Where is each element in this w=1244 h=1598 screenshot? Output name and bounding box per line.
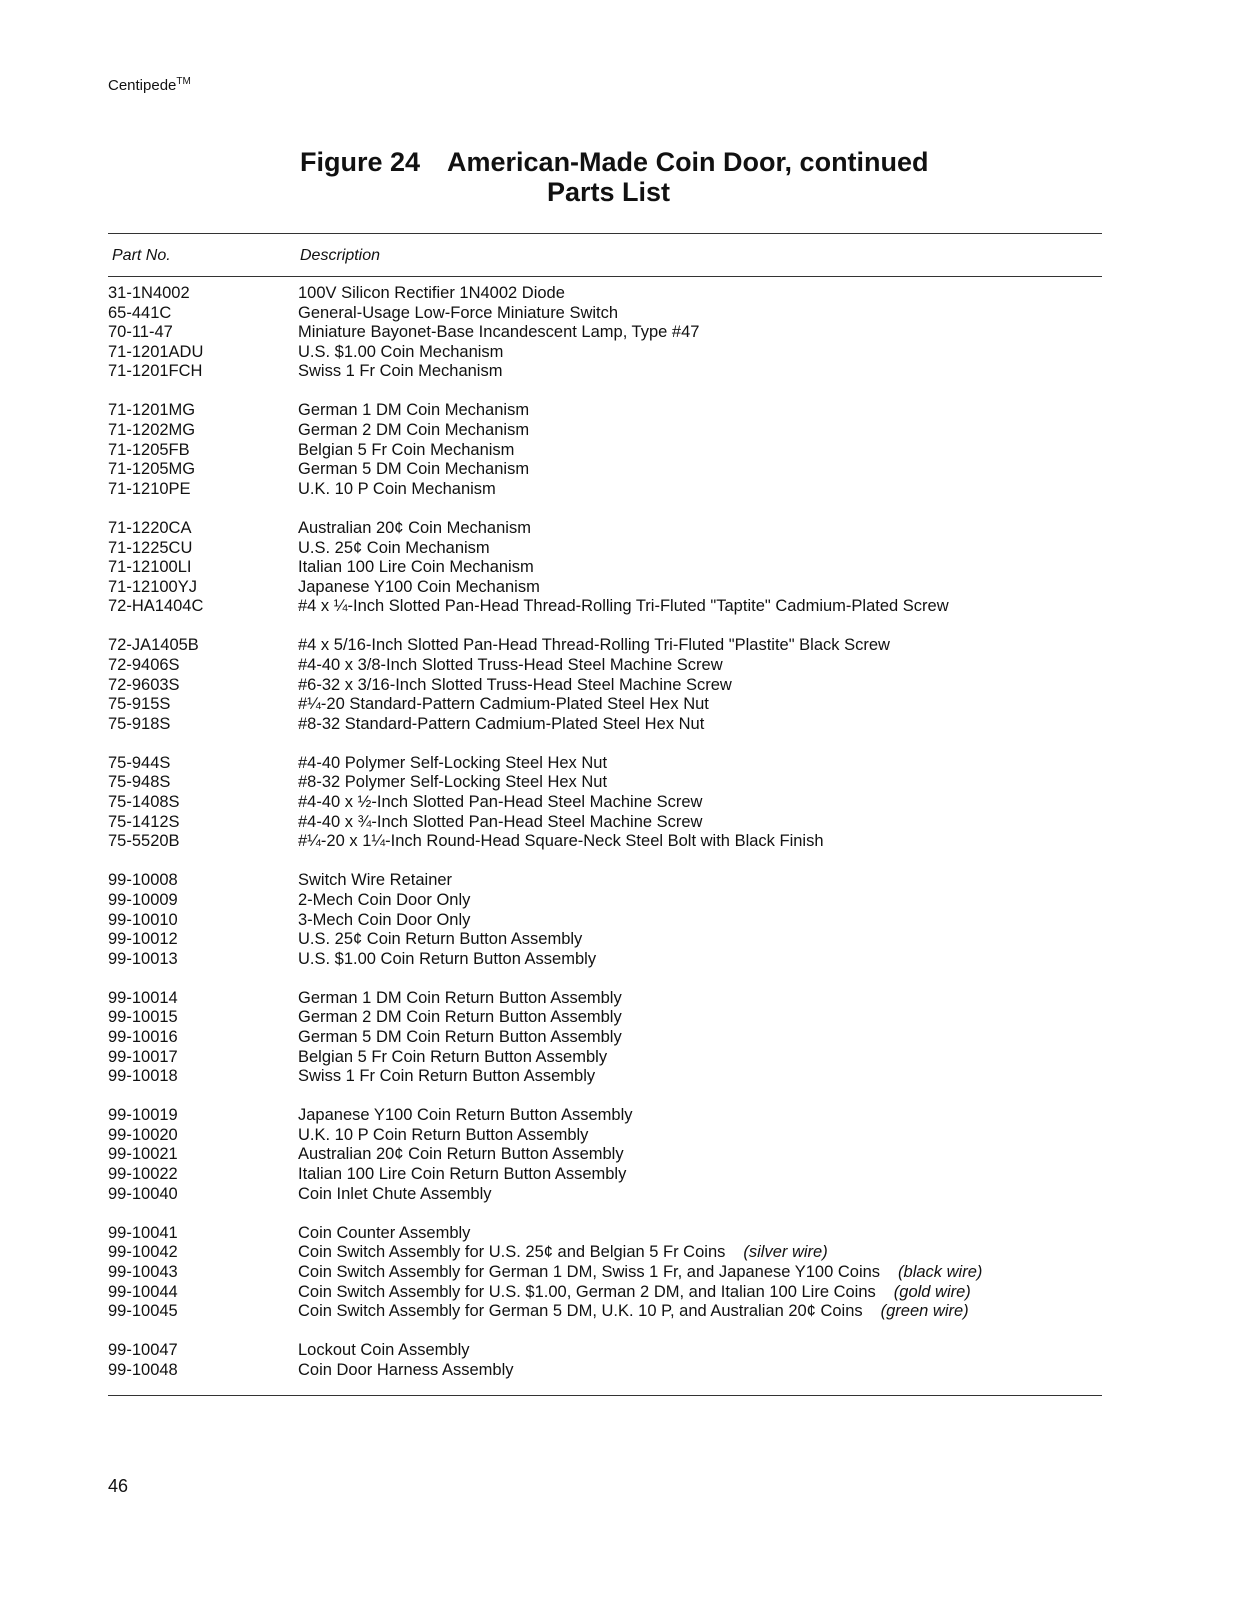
part-description [298,539,1108,559]
table-row [108,578,1108,598]
part-description [298,1145,1108,1165]
part-description [298,832,1108,852]
table-row [108,950,1108,970]
part-description [298,813,1108,833]
part-number: 72-HA1404C [108,597,204,616]
table-row [108,773,1108,793]
part-description [298,1028,1108,1048]
part-description [298,1165,1108,1185]
part-number: 99-10012 [108,930,178,949]
part-description [298,1361,1108,1381]
part-description-text: 3-Mech Coin Door Only [298,910,471,929]
table-row [108,1283,1108,1303]
part-description-text: U.S. 25¢ Coin Return Button Assembly [298,930,583,949]
table-row [108,421,1108,441]
table-row [108,871,1108,891]
part-description-text: Coin Switch Assembly for German 1 DM, Swiss 1 Fr, and Japanese Y100 Coins [298,1262,881,1281]
table-row [108,1126,1108,1146]
table-row [108,1145,1108,1165]
part-description-text: Coin Switch Assembly for U.S. 25¢ and Belgian 5 Fr Coins [298,1243,726,1262]
parts-group [108,871,1108,969]
part-description-text: Coin Switch Assembly for German 5 DM, U.K. 10 P, and Australian 20¢ Coins [298,1302,863,1321]
table-row [108,304,1108,324]
table-row [108,695,1108,715]
part-number: 31-1N4002 [108,284,190,302]
table-row [108,362,1108,382]
table-row [108,460,1108,480]
part-description [298,401,1108,421]
parts-group [108,519,1108,617]
part-number: 71-1202MG [108,421,196,440]
part-number: 71-12100LI [108,558,192,577]
part-number: 99-10020 [108,1125,178,1144]
page-number: 46 [108,1476,129,1496]
part-description [298,441,1108,461]
table-row [108,539,1108,559]
part-description-text: German 5 DM Coin Mechanism [298,460,530,479]
part-description [298,754,1108,774]
part-description-text: #4-40 x ¾-Inch Slotted Pan-Head Steel Machine Screw [298,812,703,831]
trademark-mark: TM [176,76,191,87]
header-rule [108,276,1102,277]
part-description-text: Japanese Y100 Coin Mechanism [298,577,540,596]
part-number: 75-915S [108,695,171,714]
part-description-text: German 2 DM Coin Mechanism [298,421,530,440]
column-header-description: Description [300,247,381,264]
part-description-text: Australian 20¢ Coin Mechanism [298,518,531,537]
wire-color-note: (silver wire) [743,1243,828,1262]
table-row [108,1185,1108,1205]
part-description [298,323,1108,343]
part-number: 99-10048 [108,1360,178,1379]
part-description [298,1263,1108,1283]
figure-subheading: Parts List [547,177,671,207]
part-description [298,1106,1108,1126]
part-description-text: 2-Mech Coin Door Only [298,890,471,909]
part-description [298,950,1108,970]
part-description-text: #8-32 Polymer Self-Locking Steel Hex Nut [298,773,608,792]
part-number: 99-10021 [108,1145,178,1164]
table-row [108,1067,1108,1087]
part-description [298,284,1108,304]
part-number: 75-918S [108,714,171,733]
part-description [298,1048,1108,1068]
part-description-text: Italian 100 Lire Coin Return Button Assembly [298,1165,627,1184]
part-number: 99-10017 [108,1047,178,1066]
part-number: 75-944S [108,753,171,772]
part-description [298,695,1108,715]
part-number: 99-10018 [108,1067,178,1086]
part-description-text: #¼-20 x 1¼-Inch Round-Head Square-Neck Steel Bolt with Black Finish [298,832,824,851]
part-number: 72-JA1405B [108,636,199,655]
part-description-text: U.S. $1.00 Coin Mechanism [298,342,504,361]
column-header-part-no: Part No. [112,247,171,264]
parts-list [108,284,1108,1400]
wire-color-note: (black wire) [898,1262,983,1281]
part-description [298,304,1108,324]
figure-heading: American-Made Coin Door, continued [447,147,929,177]
part-description-text: #4-40 Polymer Self-Locking Steel Hex Nut [298,753,608,772]
table-row [108,1008,1108,1028]
part-description [298,656,1108,676]
table-row [108,1302,1108,1322]
part-description [298,793,1108,813]
part-description-text: German 1 DM Coin Mechanism [298,401,530,420]
table-row [108,1341,1108,1361]
part-description [298,1126,1108,1146]
part-description-text: #6-32 x 3/16-Inch Slotted Truss-Head Steel Machine Screw [298,675,732,694]
part-description [298,1341,1108,1361]
part-number: 70-11-47 [108,323,173,342]
part-description [298,871,1108,891]
part-number: 71-1210PE [108,479,191,498]
part-description-text: German 5 DM Coin Return Button Assembly [298,1028,622,1046]
part-number: 99-10014 [108,988,178,1007]
part-description [298,343,1108,363]
table-row [108,813,1108,833]
bottom-rule [108,1395,1102,1396]
parts-group [108,1341,1108,1380]
table-row [108,343,1108,363]
part-number: 71-1205MG [108,460,196,479]
part-number: 99-10010 [108,910,178,929]
part-description-text: U.S. $1.00 Coin Return Button Assembly [298,949,597,968]
part-number: 99-10045 [108,1302,178,1321]
part-description-text: German 1 DM Coin Return Button Assembly [298,988,622,1007]
part-description [298,597,1108,617]
figure-number: Figure 24 [300,147,421,177]
part-number: 99-10013 [108,949,178,968]
part-description-text: Belgian 5 Fr Coin Return Button Assembly [298,1047,608,1066]
running-header [108,76,191,94]
table-row [108,1263,1108,1283]
table-row [108,1106,1108,1126]
part-description [298,1185,1108,1205]
part-description [298,636,1108,656]
part-number: 71-1220CA [108,518,192,537]
part-number: 99-10009 [108,890,178,909]
part-number: 99-10044 [108,1282,178,1301]
part-number: 75-1408S [108,793,180,812]
parts-group [108,636,1108,734]
part-number: 99-10008 [108,871,178,890]
part-description [298,421,1108,441]
part-description [298,930,1108,950]
part-number: 99-10041 [108,1223,178,1242]
parts-group [108,1106,1108,1204]
part-description-text: Coin Switch Assembly for U.S. $1.00, German 2 DM, and Italian 100 Lire Coins [298,1282,876,1301]
table-row [108,597,1108,617]
table-row [108,401,1108,421]
part-description [298,519,1108,539]
part-description [298,1283,1108,1303]
part-description [298,1243,1108,1263]
wire-color-note: (green wire) [880,1302,969,1321]
part-description-text: U.S. 25¢ Coin Mechanism [298,538,490,557]
table-row [108,558,1108,578]
table-row [108,480,1108,500]
part-description-text: Belgian 5 Fr Coin Mechanism [298,440,515,459]
table-row [108,911,1108,931]
part-description [298,891,1108,911]
part-description [298,676,1108,696]
table-row [108,793,1108,813]
part-description-text: 100V Silicon Rectifier 1N4002 Diode [298,284,565,302]
part-number: 71-12100YJ [108,577,197,596]
part-number: 71-1225CU [108,538,193,557]
part-description-text: U.K. 10 P Coin Return Button Assembly [298,1125,589,1144]
table-row [108,832,1108,852]
part-description [298,578,1108,598]
part-description-text: #4-40 x ½-Inch Slotted Pan-Head Steel Machine Screw [298,793,703,812]
parts-group [108,1224,1108,1322]
part-description [298,1008,1108,1028]
part-description-text: Coin Door Harness Assembly [298,1360,514,1379]
part-number: 99-10043 [108,1262,178,1281]
part-description [298,911,1108,931]
part-description-text: Miniature Bayonet-Base Incandescent Lamp, Type #47 [298,323,700,342]
table-row [108,656,1108,676]
table-row [108,1361,1108,1381]
part-number: 72-9406S [108,656,180,674]
part-description-text: Lockout Coin Assembly [298,1341,470,1360]
parts-group [108,284,1108,382]
part-description-text: U.K. 10 P Coin Mechanism [298,479,496,498]
part-description [298,715,1108,735]
part-number: 72-9603S [108,675,180,694]
table-row [108,930,1108,950]
table-row [108,676,1108,696]
parts-group [108,754,1108,852]
part-number: 75-948S [108,773,171,792]
part-number: 99-10047 [108,1341,178,1360]
part-number: 75-5520B [108,832,180,851]
part-description-text: #4-40 x 3/8-Inch Slotted Truss-Head Steel Machine Screw [298,656,723,674]
part-description-text: #4 x ¼-Inch Slotted Pan-Head Thread-Rolling Tri-Fluted "Taptite" Cadmium-Plated Screw [298,597,949,616]
part-description-text: Switch Wire Retainer [298,871,453,890]
table-row [108,1165,1108,1185]
part-description-text: #8-32 Standard-Pattern Cadmium-Plated Steel Hex Nut [298,714,705,733]
part-description-text: German 2 DM Coin Return Button Assembly [298,1008,622,1027]
part-number: 75-1412S [108,812,180,831]
parts-group [108,401,1108,499]
part-number: 99-10019 [108,1106,178,1125]
part-number: 99-10042 [108,1243,178,1262]
table-row [108,636,1108,656]
part-number: 99-10040 [108,1184,178,1203]
figure-title [300,147,940,207]
part-number: 71-1201MG [108,401,196,420]
part-description-text: #4 x 5/16-Inch Slotted Pan-Head Thread-Rolling Tri-Fluted "Plastite" Black Screw [298,636,890,655]
part-description-text: #¼-20 Standard-Pattern Cadmium-Plated Steel Hex Nut [298,695,709,714]
table-row [108,1243,1108,1263]
part-description [298,480,1108,500]
table-row [108,1224,1108,1244]
table-row [108,519,1108,539]
top-rule [108,233,1102,234]
table-row [108,715,1108,735]
part-number: 99-10015 [108,1008,178,1027]
table-row [108,441,1108,461]
part-description-text: Swiss 1 Fr Coin Return Button Assembly [298,1067,596,1086]
part-number: 71-1201ADU [108,342,204,361]
part-description-text: Coin Inlet Chute Assembly [298,1184,492,1203]
part-description [298,1067,1108,1087]
part-description [298,1224,1108,1244]
part-description [298,773,1108,793]
part-description-text: Swiss 1 Fr Coin Mechanism [298,362,503,381]
table-row [108,323,1108,343]
part-number: 71-1205FB [108,440,190,459]
part-description [298,460,1108,480]
part-number: 99-10016 [108,1028,178,1046]
part-description [298,558,1108,578]
part-number: 65-441C [108,303,172,322]
part-description-text: Coin Counter Assembly [298,1223,471,1242]
table-row [108,1028,1108,1048]
part-description-text: General-Usage Low-Force Miniature Switch [298,303,619,322]
table-row [108,989,1108,1009]
running-title: Centipede [108,77,177,94]
table-row [108,1048,1108,1068]
part-description-text: Australian 20¢ Coin Return Button Assembly [298,1145,624,1164]
part-description [298,1302,1108,1322]
part-number: 71-1201FCH [108,362,203,381]
part-description-text: Italian 100 Lire Coin Mechanism [298,558,534,577]
parts-group [108,989,1108,1087]
part-description [298,989,1108,1009]
part-description [298,362,1108,382]
wire-color-note: (gold wire) [893,1282,971,1301]
part-description-text: Japanese Y100 Coin Return Button Assembly [298,1106,633,1125]
part-number: 99-10022 [108,1165,178,1184]
table-row [108,284,1108,304]
table-row [108,754,1108,774]
table-row [108,891,1108,911]
